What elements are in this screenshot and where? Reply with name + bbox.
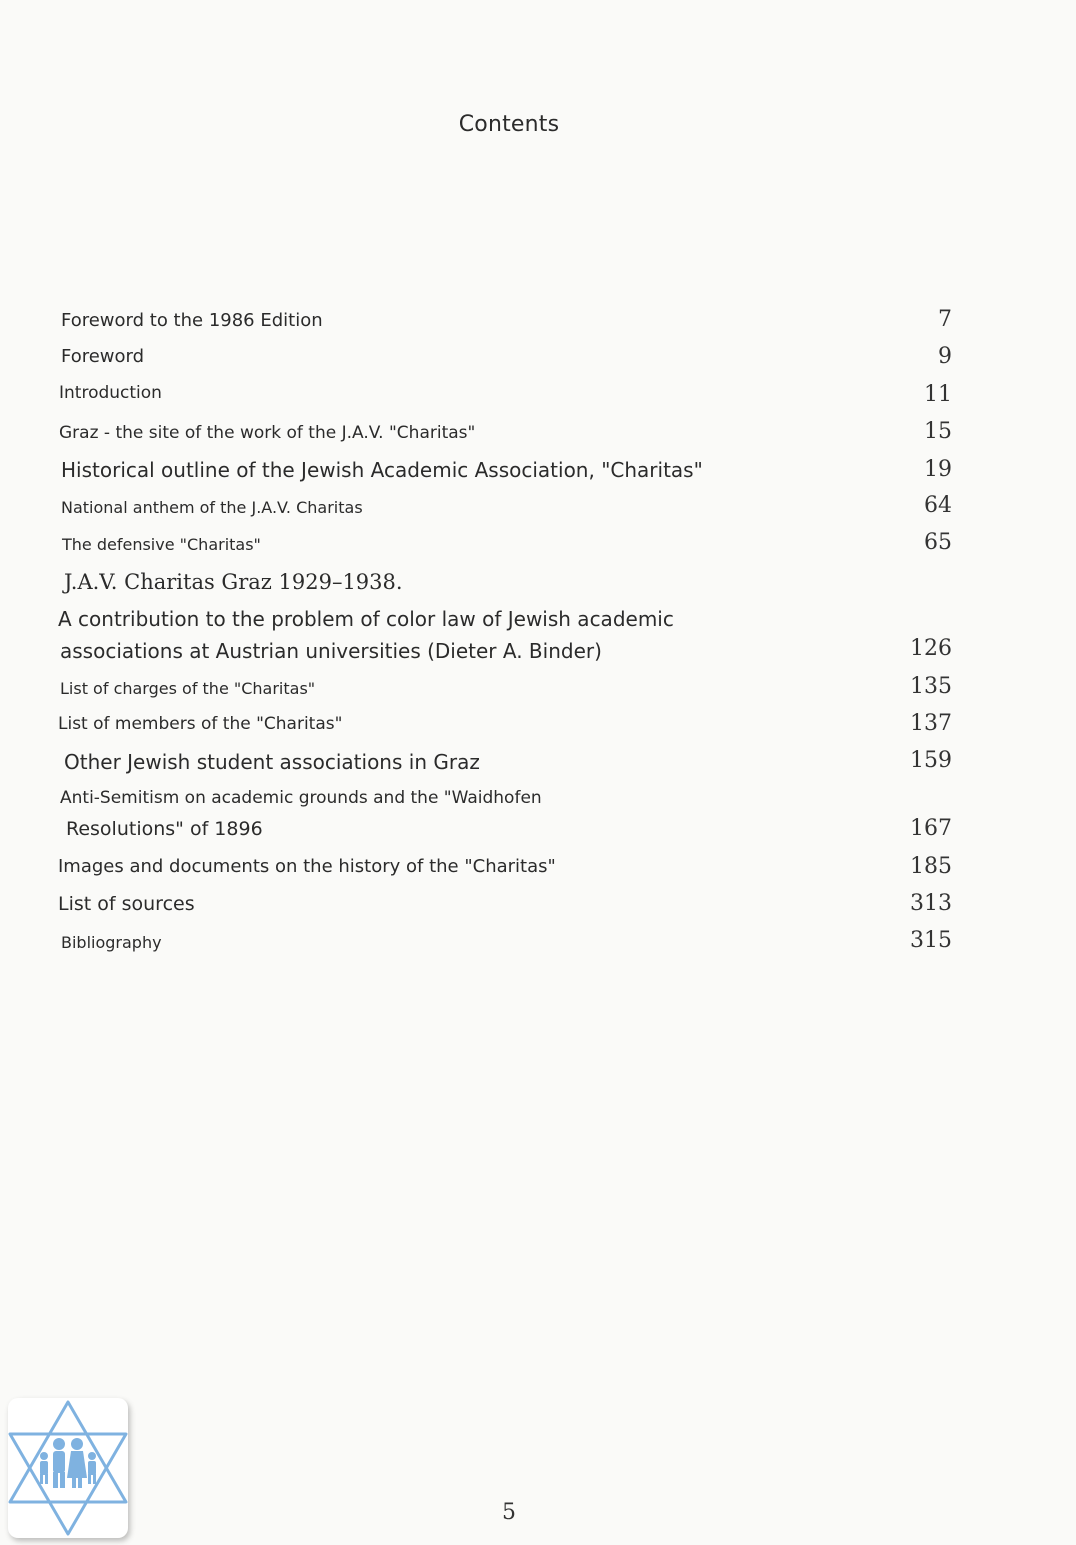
toc-entry-page: 11 bbox=[924, 382, 952, 407]
toc-entry-page: 7 bbox=[938, 307, 952, 332]
toc-entry-title-line: J.A.V. Charitas Graz 1929–1938. bbox=[64, 570, 403, 594]
toc-entry-page: 313 bbox=[910, 891, 952, 916]
toc-entry-title: Foreword bbox=[61, 346, 145, 367]
page-title: Contents bbox=[458, 112, 560, 137]
toc-entry-title: Historical outline of the Jewish Academic Association, "Charitas" bbox=[61, 458, 703, 482]
toc-entry-title: Images and documents on the history of the "Charitas" bbox=[58, 856, 556, 877]
toc-entry-title: List of charges of the "Charitas" bbox=[60, 679, 316, 698]
toc-entry-title: Bibliography bbox=[61, 933, 162, 952]
toc-entry-page: 19 bbox=[924, 457, 952, 482]
toc-entry-page: 159 bbox=[910, 748, 952, 773]
toc-entry-page: 135 bbox=[910, 674, 952, 699]
toc-entry-page: 9 bbox=[938, 344, 952, 369]
toc-entry-title: Other Jewish student associations in Graz bbox=[64, 750, 480, 774]
toc-entry-title: Introduction bbox=[59, 383, 162, 403]
toc-entry-page: 167 bbox=[910, 816, 952, 841]
toc-entry-page: 185 bbox=[910, 854, 952, 879]
toc-entry-title: National anthem of the J.A.V. Charitas bbox=[61, 498, 363, 517]
toc-entry-title: The defensive "Charitas" bbox=[62, 535, 261, 554]
toc-entry-page: 65 bbox=[924, 530, 952, 555]
toc-entry-page: 15 bbox=[924, 419, 952, 444]
toc-entry-title-line: associations at Austrian universities (Dieter A. Binder) bbox=[60, 639, 602, 663]
toc-entry-title: Foreword to the 1986 Edition bbox=[61, 310, 323, 331]
toc-entry-title: Graz - the site of the work of the J.A.V. "Charitas" bbox=[59, 423, 476, 443]
toc-entry-title-line: Resolutions" of 1896 bbox=[66, 818, 263, 840]
toc-entry-page: 315 bbox=[910, 928, 952, 953]
page-number: 5 bbox=[502, 1500, 516, 1525]
toc-entry-page: 126 bbox=[910, 636, 952, 661]
toc-entry-title-line: A contribution to the problem of color law of Jewish academic bbox=[58, 607, 674, 631]
toc-entry-page: 137 bbox=[910, 711, 952, 736]
toc-entry-title-line: Anti-Semitism on academic grounds and the "Waidhofen bbox=[60, 788, 542, 808]
toc-entry-page: 64 bbox=[924, 493, 952, 518]
toc-entry-title: List of sources bbox=[58, 893, 195, 915]
toc-entry-title: List of members of the "Charitas" bbox=[58, 714, 343, 734]
